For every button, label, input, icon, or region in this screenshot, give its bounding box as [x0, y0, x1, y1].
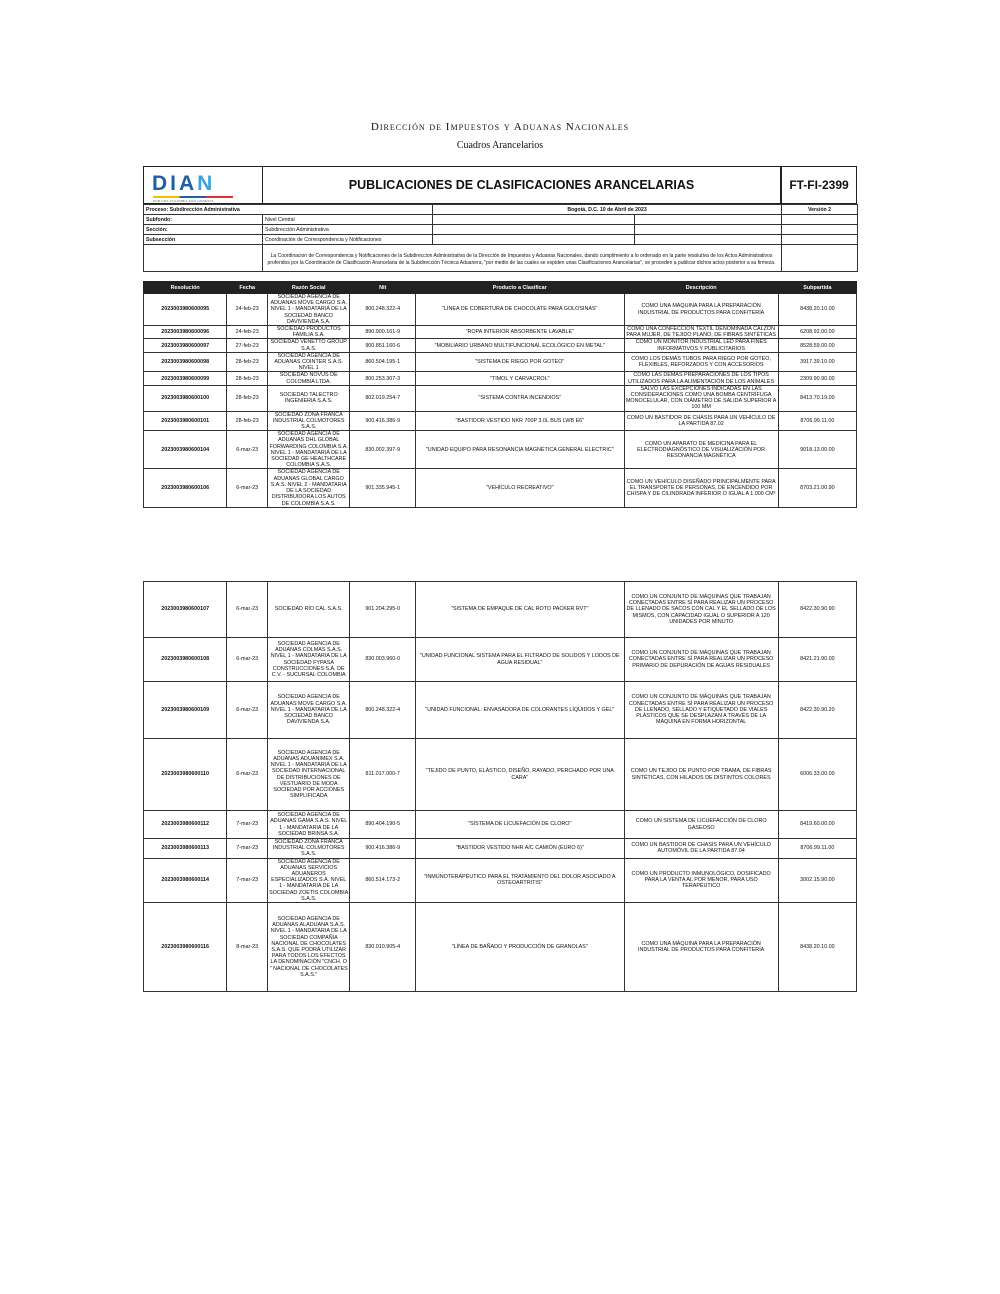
razon-social-cell: SOCIEDAD AGENCIA DE ADUANAS ALADUANA S.A.S. NIVEL 1 - MANDATARIA DE LA SOCIEDAD COMPAÑÍA NACIONAL DE CHOCOLATES S.A.S. QUE PODRÁ UTILIZAR PARA TODOS LOS EFECTOS LA DENOMINACIÓN "CNCH. O " NACIONAL DE CHOCOLATES S.A.S." [268, 903, 350, 992]
table-row [144, 339, 857, 352]
resolucion-cell: 2023003980600104 [144, 431, 227, 469]
descripcion-cell: COMO UN CONJUNTO DE MÁQUINAS QUE TRABAJAN CONECTADAS ENTRE SÍ PARA REALIZAR UN PROCESO DE LLENADO, SELLADO Y ETIQUETADO DE VIALES PLÁSTICOS QUE SE DESPLAZAN A TRAVÉS DE LA MÁQUINA EN FORMA HORIZONTAL [624, 682, 778, 739]
form-title: PUBLICACIONES DE CLASIFICACIONES ARANCELARIAS [262, 166, 781, 204]
nit-cell: 830.002.397-9 [350, 431, 416, 469]
classifications-table-page1 [143, 281, 857, 508]
subseccion-value: Coordinación de Correspondencia y Notificaciones [263, 235, 433, 245]
fecha-cell: 28-feb-23 [227, 411, 268, 431]
producto-cell: "BASTIDOR VESTIDO NKR 700P 3.0L BUS LWB E6" [416, 411, 624, 431]
nit-cell: 900.851.160-6 [350, 339, 416, 352]
fecha-cell: 24-feb-23 [227, 294, 268, 326]
nit-cell: 800.253.307-3 [350, 372, 416, 385]
fecha-cell: 27-feb-23 [227, 339, 268, 352]
nit-cell: 811.017.000-7 [350, 739, 416, 811]
classifications-table-page2 [143, 581, 857, 992]
table-row [144, 411, 857, 431]
razon-social-cell: SOCIEDAD AGENCIA DE ADUANAS GLOBAL CARGO S.A.S. NIVEL 2 - MANDATARIA DE LA SOCIEDAD DISTRIBUIDORA LOS AUTOS DE COLOMBIA S.A.S. [268, 469, 350, 507]
table-row [144, 372, 857, 385]
fecha-cell: 6-mar-23 [227, 582, 268, 638]
table-row [144, 811, 857, 839]
nit-cell: 901.204.295-0 [350, 582, 416, 638]
fecha-cell: 6-mar-23 [227, 739, 268, 811]
nit-cell: 860.514.173-2 [350, 858, 416, 902]
resolucion-cell: 2023003980600110 [144, 739, 227, 811]
descripcion-cell: COMO UN CONJUNTO DE MÁQUINAS QUE TRABAJAN CONECTADAS ENTRE SÍ PARA REALIZAR UN PROCESO DE LLENADO DE SACOS CON CAL Y EL SELLADO DE LOS MISMOS, CON CAPACIDAD IGUAL O SUPERIOR A 120 UNIDADES POR MINUTO [624, 582, 778, 638]
nit-cell: 890.404.190-5 [350, 811, 416, 839]
resolucion-cell: 2023003980600114 [144, 858, 227, 902]
subpartida-cell: 8706.99.11.00 [778, 839, 856, 859]
producto-cell: "SISTEMA DE RIEGO POR GOTEO" [416, 352, 624, 372]
fecha-cell: 24-feb-23 [227, 326, 268, 339]
subpartida-cell: 8422.30.90.20 [778, 682, 856, 739]
descripcion-cell: COMO UNA CONFECCIÓN TEXTIL DENOMINADA CALZÓN PARA MUJER, DE TEJIDO PLANO, DE FIBRAS SINTÉTICAS [624, 326, 778, 339]
subpartida-cell: 8706.99.11.00 [778, 411, 856, 431]
producto-cell: "LÍNEA DE BAÑADO Y PRODUCCIÓN DE GRANOLAS" [416, 903, 624, 992]
col-producto-header: Producto a Clasificar [416, 282, 624, 294]
razon-social-cell: SOCIEDAD VENETTO GROUP S.A.S. [268, 339, 350, 352]
table-row [144, 352, 857, 372]
razon-social-cell: SOCIEDAD AGENCIA DE ADUANAS ADUANIMEX S.A. NIVEL 1 - MANDATARIA DE LA SOCIEDAD INTERNACIONAL DE DISTRIBUCIONES DE VESTUARIO DE MODA SOCIEDAD POR ACCIONES SIMPLIFICADA [268, 739, 350, 811]
seccion-label: Sección: [144, 225, 263, 235]
descripcion-cell: COMO UNA MÁQUINA PARA LA PREPARACIÓN INDUSTRIAL DE PRODUCTOS PARA CONFITERÍA [624, 294, 778, 326]
fecha-cell: 8-mar-23 [227, 903, 268, 992]
fecha-cell: 6-mar-23 [227, 431, 268, 469]
resolucion-cell: 2023003980600112 [144, 811, 227, 839]
resolucion-cell: 2023003980600100 [144, 385, 227, 411]
resolucion-cell: 2023003980600096 [144, 326, 227, 339]
fecha-cell: 7-mar-23 [227, 811, 268, 839]
producto-cell: "UNIDAD FUNCIONAL: ENVASADORA DE COLORANTES LÍQUIDOS Y GEL" [416, 682, 624, 739]
nit-cell: 830.003.960-0 [350, 638, 416, 682]
subpartida-cell: 8419.60.00.00 [778, 811, 856, 839]
resolucion-cell: 2023003980600116 [144, 903, 227, 992]
subpartida-cell: 8421.21.90.00 [778, 638, 856, 682]
fecha-cell: 6-mar-23 [227, 682, 268, 739]
resolucion-cell: 2023003980600098 [144, 352, 227, 372]
descripcion-cell: COMO UN BASTIDOR DE CHASIS PARA UN VEHÍCULO AUTOMÓVIL DE LA PARTIDA 87.04 [624, 839, 778, 859]
fecha-cell: 6-mar-23 [227, 638, 268, 682]
razon-social-cell: SOCIEDAD PRODUCTOS FAMILIA S.A. [268, 326, 350, 339]
table-row [144, 431, 857, 469]
nit-cell: 900.416.386-9 [350, 411, 416, 431]
razon-social-cell: SOCIEDAD AGENCIA DE ADUANAS DHL GLOBAL FORWARDING COLOMBIA S.A. NIVEL 1 - MANDATARIA DE LA SOCIEDAD GE HEALTHCARE COLOMBIA S.A.S. [269, 431, 348, 469]
producto-cell: "UNIDAD FUNCIONAL SISTEMA PARA EL FILTRADO DE SOLIDOS Y LODOS DE AGUA RESIDUAL" [416, 638, 624, 682]
descripcion-cell: COMO UN TEJIDO DE PUNTO POR TRAMA, DE FIBRAS SINTÉTICAS, CON HILADOS DE DISTINTOS COLORES [624, 739, 778, 811]
nit-cell: 830.010.905-4 [350, 903, 416, 992]
razon-social-cell: SOCIEDAD AGENCIA DE ADUANAS SERVICIOS ADUANEROS ESPECIALIZADOS S.A. NIVEL 1 - MANDATARIA DE LA SOCIEDAD ZOETIS COLOMBIA S.A.S. [269, 858, 349, 902]
razon-social-cell: SOCIEDAD AGENCIA DE ADUANAS GAMA S.A.S. NIVEL 1 - MANDATARIA DE LA SOCIEDAD BRINSA S.A. [268, 811, 350, 839]
producto-cell: "INMUNOTERAPÉUTICO PARA EL TRATAMIENTO DEL DOLOR ASOCIADO A OSTEOARTRITIS" [416, 858, 624, 902]
subpartida-cell: 9018.13.00.00 [778, 431, 856, 469]
producto-cell: "SISTEMA CONTRA INCENDIOS" [416, 385, 624, 411]
descripcion-cell: COMO UN MONITOR INDUSTRIAL LED PARA FINES INFORMATIVOS Y PUBLICITARIOS [624, 339, 778, 352]
resolucion-cell: 2023003980600109 [144, 682, 227, 739]
table-row [144, 582, 857, 638]
subpartida-cell: 3002.15.90.00 [778, 858, 856, 902]
razon-social-cell: SOCIEDAD AGENCIA DE ADUANAS MOVE CARGO S.A. NIVEL 1 - MANDATARIA DE LA SOCIEDAD BANCO DAVIVIENDA S.A. [268, 682, 350, 739]
fecha-cell: 28-feb-23 [227, 352, 268, 372]
descripcion-cell: COMO UN VEHÍCULO DISEÑADO PRINCIPALMENTE PARA EL TRANSPORTE DE PERSONAS, DE ENCENDIDO POR CHISPA Y DE CILINDRADA INFERIOR O IGUAL A 1.000 CM³ [624, 469, 778, 507]
descripcion-cell: SALVO LAS EXCEPCIONES INDICADAS EN LAS CONSIDERACIONES COMO UNA BOMBA CENTRÍFUGA MONOCELULAR, CON DIÁMETRO DE SALIDA SUPERIOR A 100 MM [625, 385, 777, 411]
descripcion-cell: COMO LOS DEMÁS TUBOS PARA RIEGO POR GOTEO, FLEXIBLES, REFORZADOS Y CON ACCESORIOS [624, 352, 778, 372]
fecha-cell: 28-feb-23 [227, 372, 268, 385]
subpartida-cell: 3917.39.10.00 [778, 352, 856, 372]
col-resolucion-header: Resolución [144, 282, 227, 294]
table-row [144, 638, 857, 682]
resolucion-cell: 2023003980600099 [144, 372, 227, 385]
resolucion-cell: 2023003980600113 [144, 839, 227, 859]
subpartida-cell: 8703.21.00.90 [778, 469, 856, 507]
subfondo-label: Subfondo: [144, 215, 263, 225]
razon-social-cell: SOCIEDAD RÍO CAL S.A.S. [268, 582, 350, 638]
agency-title: Dirección de Impuestos y Aduanas Nacionales [370, 121, 630, 133]
producto-cell: "VEHÍCULO RECREATIVO" [416, 469, 624, 507]
table-row [144, 858, 857, 902]
form-code: FT-FI-2399 [781, 166, 857, 204]
nit-cell: 900.416.386-9 [350, 839, 416, 859]
razon-social-cell: SOCIEDAD AGENCIA DE ADUANAS COLMAS S.A.S. NIVEL 1 - MANDATARIA DE LA SOCIEDAD FYPASA CONSTRUCCIONES S.A. DE C.V. - SUCURSAL COLOMBIA [268, 638, 350, 682]
descripcion-cell: COMO UN PRODUCTO INMUNOLÓGICO, DOSIFICADO PARA LA VENTA AL POR MENOR, PARA USO TERAPÉUTICO [624, 858, 778, 902]
table-row [144, 326, 857, 339]
seccion-value: Subdirección Administrativa [263, 225, 433, 235]
razon-social-cell: SOCIEDAD NOVUS DE COLOMBIA LTDA. [268, 372, 350, 385]
descripcion-cell: COMO UN SISTEMA DE LICUEFACCIÓN DE CLORO GASEOSO [624, 811, 778, 839]
table-row [144, 903, 857, 992]
logo-wordmark: DIAN [152, 172, 216, 195]
col-nit-header: Nit [350, 282, 416, 294]
resolucion-cell: 2023003980600107 [144, 582, 227, 638]
resolucion-cell: 2023003980600101 [144, 411, 227, 431]
producto-cell: "SISTEMA DE EMPAQUE DE CAL ROTO PACKER RVT" [416, 582, 624, 638]
subpartida-cell: 6006.33.00.00 [778, 739, 856, 811]
process-label: Proceso: Subdirección Administrativa [144, 205, 433, 215]
producto-cell: "LÍNEA DE COBERTURA DE CHOCOLATE PARA GOLOSINAS" [416, 294, 624, 326]
fecha-cell: 6-mar-23 [227, 469, 268, 507]
subpartida-cell: 8413.70.19.00 [778, 385, 856, 411]
descripcion-cell: COMO UN BASTIDOR DE CHASIS PARA UN VEHÍCULO DE LA PARTIDA 87.02 [624, 411, 778, 431]
table-row [144, 839, 857, 859]
producto-cell: "UNIDAD EQUIPO PARA RESONANCIA MAGNÉTICA GENERAL ELECTRIC" [416, 431, 624, 469]
razon-social-cell: SOCIEDAD AGENCIA DE ADUANAS MOVE CARGO S.A. NIVEL 1 - MANDATARIA DE LA SOCIEDAD BANCO DAVIVIENDA S.A. [268, 294, 350, 326]
descripcion-cell: COMO UN CONJUNTO DE MÁQUINAS QUE TRABAJAN CONECTADAS ENTRE SÍ PARA REALIZAR UN PROCESO PRIMARIO DE DEPURACIÓN DE AGUAS RESIDUALES [624, 638, 778, 682]
producto-cell: "MOBILIARIO URBANO MULTIFUNCIONAL ECOLÓGICO EN METAL" [416, 339, 624, 352]
dian-logo [143, 166, 262, 204]
descripcion-cell: COMO UN APARATO DE MEDICINA PARA EL ELECTRODIAGNÓSTICO DE VISUALIZACIÓN POR RESONANCIA MAGNÉTICA [624, 431, 778, 469]
razon-social-cell: SOCIEDAD ZONA FRANCA INDUSTRIAL COLMOTORES S.A.S. [268, 411, 350, 431]
resolucion-cell: 2023003980600097 [144, 339, 227, 352]
subpartida-cell: 8528.59.00.00 [778, 339, 856, 352]
subpartida-cell: 8422.30.90.90 [778, 582, 856, 638]
intro-text: La Coordinacion de Correspondencia y Notificaciones de la Subdireccion Administrativa de la Dirección de Impuestos y Aduanas Nacionales, dando cumplimiento a lo ordenado en la parte resolutiva de los Actos Administrativos proferidos por la Coordinación de Clasificación Arancelaria de la Subdirección Técnica Aduanera, "por medio de las cuales se expiden unas Clasificaciones Arancelarias", se proceden a publicar dichos actos posterior a su firmeza. [267, 253, 776, 266]
table-row [144, 469, 857, 507]
nit-cell: 901.335.945-1 [350, 469, 416, 507]
razon-social-cell: SOCIEDAD ZONA FRANCA INDUSTRIAL COLMOTORES S.A.S. [268, 839, 350, 859]
nit-cell: 802.019.254-7 [350, 385, 416, 411]
fecha-cell: 7-mar-23 [227, 839, 268, 859]
producto-cell: "BASTIDOR VESTIDO NHR A/C CAMIÓN (EURO 6)" [416, 839, 624, 859]
resolucion-cell: 2023003980600106 [144, 469, 227, 507]
col-razon-social-header: Razón Social [268, 282, 350, 294]
table-row [144, 739, 857, 811]
producto-cell: "TEJIDO DE PUNTO, ELÁSTICO, DISEÑO, RAYADO, PERCHADO POR UNA CARA" [416, 739, 624, 811]
nit-cell: 890.900.161-9 [350, 326, 416, 339]
nit-cell: 800.248.322-4 [350, 294, 416, 326]
table-row [144, 294, 857, 326]
producto-cell: "ROPA INTERIOR ABSORBENTE LAVABLE" [416, 326, 624, 339]
fecha-cell: 28-feb-23 [227, 385, 268, 411]
subfondo-value: Nivel Central [263, 215, 433, 225]
fecha-cell: 7-mar-23 [227, 858, 268, 902]
descripcion-cell: COMO UNA MÁQUINA PARA LA PREPARACIÓN INDUSTRIAL DE PRODUCTOS PARA CONFITERÍA [624, 903, 778, 992]
table-row [144, 682, 857, 739]
logo-tagline: POR UNA COLOMBIA MÁS HONESTA [153, 199, 214, 203]
nit-cell: 860.504.195-1 [350, 352, 416, 372]
logo-color-bar [153, 196, 233, 198]
producto-cell: "TIMOL Y CARVACROL" [416, 372, 624, 385]
table-row [144, 385, 857, 411]
version: Versión 2 [782, 205, 858, 215]
col-subpartida-header: Subpartida [778, 282, 856, 294]
producto-cell: "SISTEMA DE LICUEFACIÓN DE CLORO" [416, 811, 624, 839]
document-subtitle: Cuadros Arancelarios [456, 140, 544, 151]
subseccion-label: Subsección [144, 235, 263, 245]
razon-social-cell: SOCIEDAD TALECTRO INGENIERIA S.A.S. [268, 385, 350, 411]
razon-social-cell: SOCIEDAD AGENCIA DE ADUANAS COINTER S.A.S. NIVEL 1 [268, 352, 350, 372]
nit-cell: 800.248.322-4 [350, 682, 416, 739]
subpartida-cell: 2309.90.90.00 [778, 372, 856, 385]
subpartida-cell: 8438.20.10.00 [778, 903, 856, 992]
col-fecha-header: Fecha [227, 282, 268, 294]
place-date: Bogotá, D.C. 10 de Abril de 2023 [433, 205, 782, 215]
resolucion-cell: 2023003980600108 [144, 638, 227, 682]
descripcion-cell: COMO LAS DEMÁS PREPARACIONES DE LOS TIPOS UTILIZADOS PARA LA ALIMENTACIÓN DE LOS ANIMALES [624, 372, 778, 385]
subpartida-cell: 8438.20.10.00 [778, 294, 856, 326]
subpartida-cell: 6208.92.00.00 [778, 326, 856, 339]
resolucion-cell: 2023003980600095 [144, 294, 227, 326]
col-descripcion-header: Descripción [624, 282, 778, 294]
